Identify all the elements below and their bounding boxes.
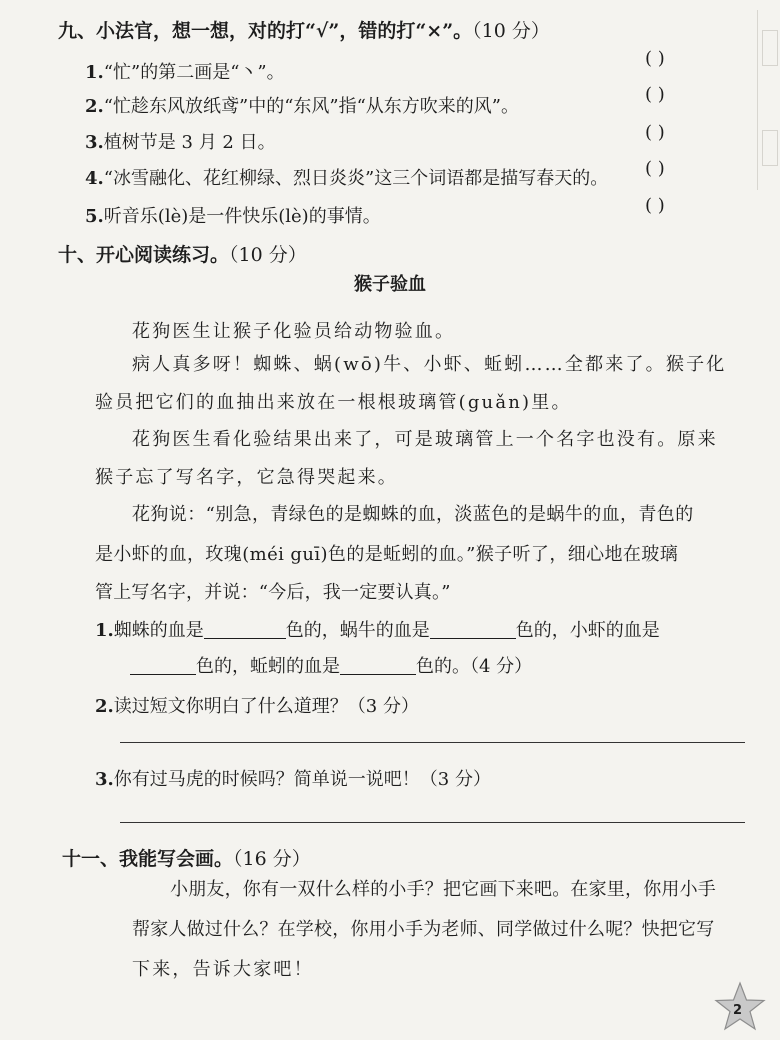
q2-prompt: 2.读过短文你明白了什么道理？（3 分） bbox=[95, 696, 419, 717]
answer-blank[interactable] bbox=[130, 656, 196, 675]
section-9-heading: 九、小法官，想一想，对的打“√”，错的打“×”。（10 分） bbox=[58, 20, 550, 42]
answer-blank[interactable] bbox=[204, 620, 286, 639]
facing-page-edge bbox=[757, 10, 780, 190]
q1-line-2: 色的，蚯蚓的血是 色的。（4 分） bbox=[130, 652, 532, 678]
answer-blank[interactable] bbox=[340, 656, 416, 675]
reading-paragraph: 猴子忘了写名字，它急得哭起来。 bbox=[95, 467, 398, 488]
reading-paragraph: 花狗医生让猴子化验员给动物验血。 bbox=[132, 321, 456, 342]
reading-paragraph: 花狗说：“别急，青绿色的是蜘蛛的血，淡蓝色的是蜗牛的血，青色的 bbox=[132, 504, 694, 525]
reading-title: 猴子验血 bbox=[354, 274, 426, 295]
reading-paragraph: 管上写名字，并说：“今后，我一定要认真。” bbox=[95, 582, 451, 603]
reading-paragraph: 验员把它们的血抽出来放在一根根玻璃管(guǎn)里。 bbox=[95, 392, 572, 413]
task-text: 帮家人做过什么？在学校，你用小手为老师、同学做过什么呢？快把它写 bbox=[132, 919, 715, 940]
s9-item-2: 2.“忙趁东风放纸鸢”中的“东风”指“从东方吹来的风”。 bbox=[85, 96, 520, 117]
s9-item-3: 3.植树节是 3 月 2 日。 bbox=[85, 132, 276, 153]
answer-line[interactable] bbox=[120, 742, 745, 743]
reading-paragraph: 是小虾的血，玫瑰(méi guī)色的是蚯蚓的血。”猴子听了，细心地在玻璃 bbox=[95, 544, 679, 565]
q3-prompt: 3.你有过马虎的时候吗？简单说一说吧！（3 分） bbox=[95, 769, 491, 790]
answer-parens[interactable]: ( ) bbox=[645, 158, 665, 179]
answer-parens[interactable]: ( ) bbox=[645, 84, 665, 105]
answer-parens[interactable]: ( ) bbox=[645, 122, 665, 143]
reading-paragraph: 花狗医生看化验结果出来了，可是玻璃管上一个名字也没有。原来 bbox=[132, 429, 718, 450]
task-text: 小朋友，你有一双什么样的小手？把它画下来吧。在家里，你用小手 bbox=[170, 879, 716, 900]
s9-item-1: 1.“忙”的第二画是“丶”。 bbox=[85, 62, 285, 83]
task-text: 下来，告诉大家吧！ bbox=[132, 959, 314, 980]
q1-line-1: 1.蜘蛛的血是 色的，蜗牛的血是 色的，小虾的血是 bbox=[95, 620, 660, 641]
s9-item-4: 4.“冰雪融化、花红柳绿、烈日炎炎”这三个词语都是描写春天的。 bbox=[85, 168, 609, 189]
answer-blank[interactable] bbox=[430, 620, 516, 639]
section-10-heading: 十、开心阅读练习。（10 分） bbox=[58, 244, 307, 266]
answer-parens[interactable]: ( ) bbox=[645, 195, 665, 216]
page-number: 2 bbox=[733, 1003, 743, 1018]
answer-line[interactable] bbox=[120, 822, 745, 823]
section-11-heading: 十一、我能写会画。（16 分） bbox=[62, 848, 311, 870]
answer-parens[interactable]: ( ) bbox=[645, 48, 665, 69]
s9-item-5: 5.听音乐(lè)是一件快乐(lè)的事情。 bbox=[85, 206, 381, 227]
reading-paragraph: 病人真多呀！蜘蛛、蜗(wō)牛、小虾、蚯蚓……全都来了。猴子化 bbox=[132, 354, 727, 375]
